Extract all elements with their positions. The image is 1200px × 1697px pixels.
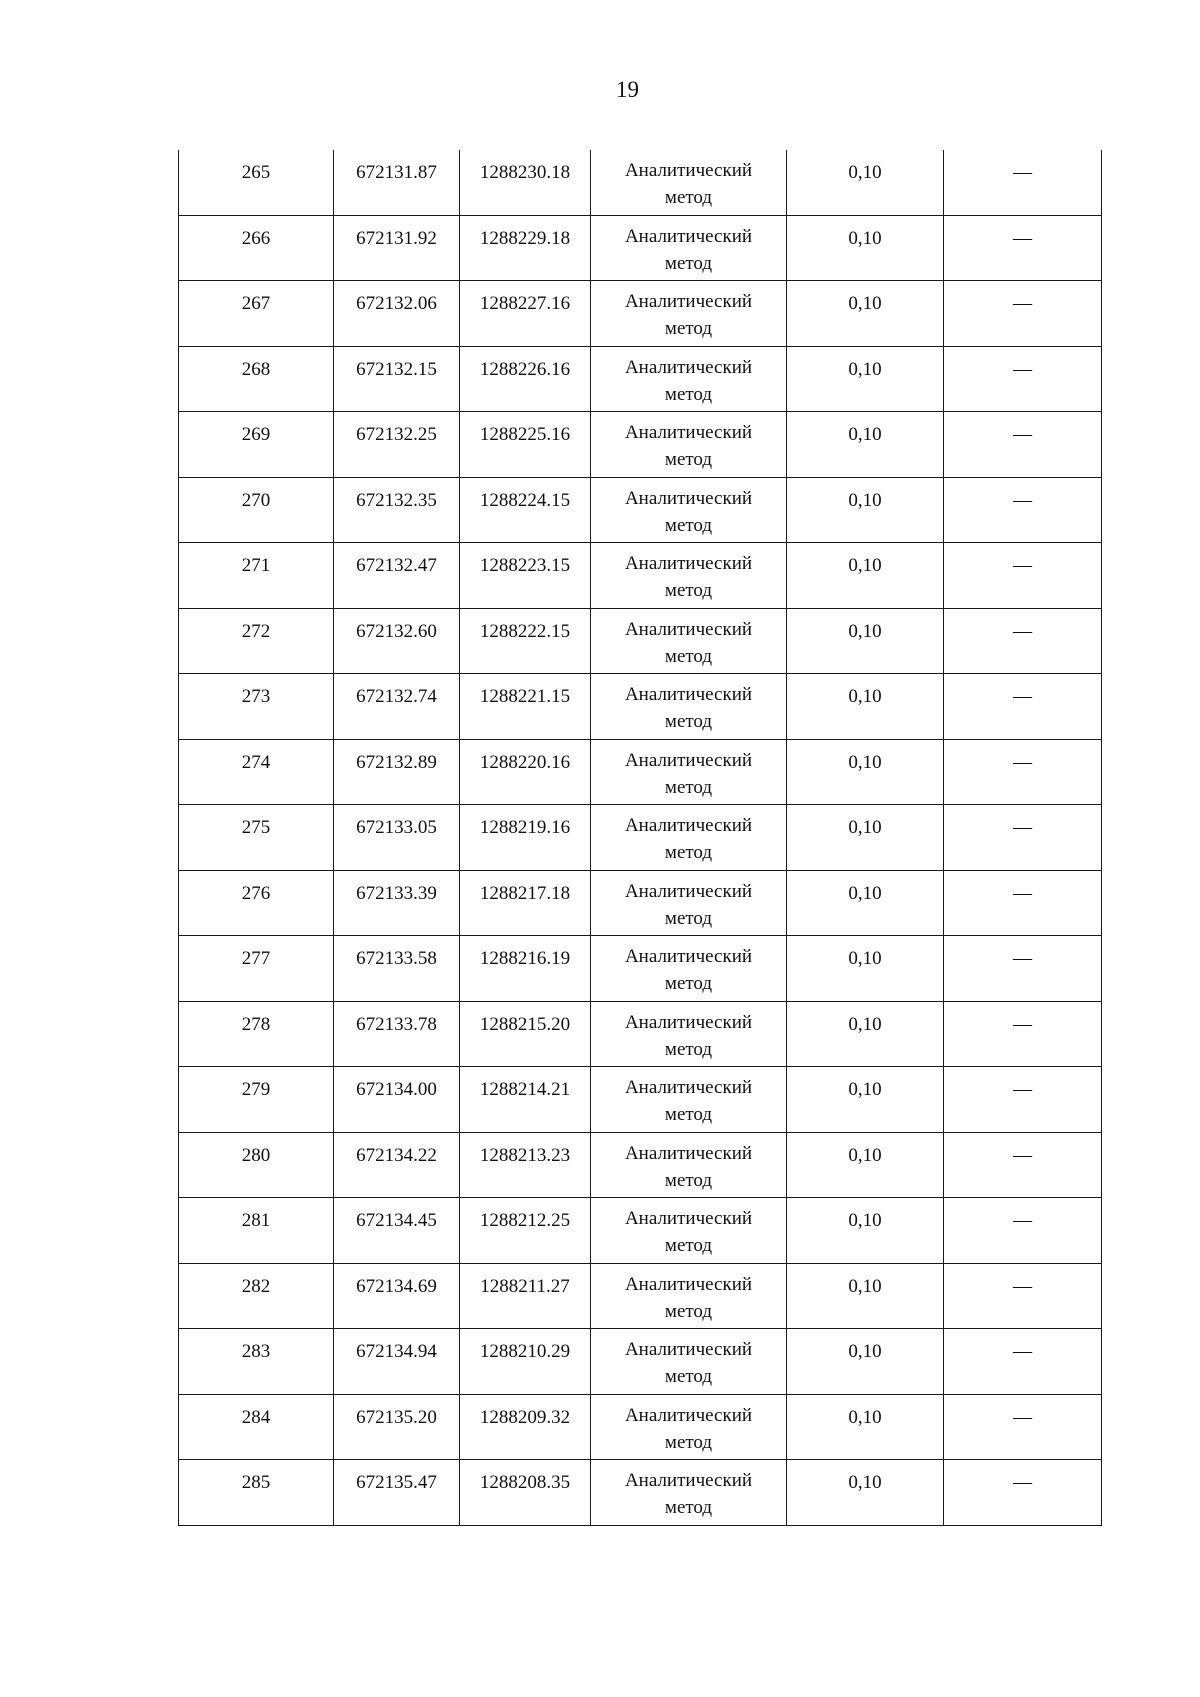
point-number-cell (179, 1460, 334, 1526)
note-dash: — (1013, 227, 1032, 249)
x-coordinate-cell (334, 870, 460, 936)
note-cell (944, 674, 1102, 740)
x-coordinate-cell (334, 477, 460, 543)
method-line: Аналитический (624, 1339, 753, 1360)
x-coordinate-cell-text: 672133.39 (356, 882, 437, 904)
note-cell (944, 1460, 1102, 1526)
accuracy-cell-text: 0,10 (848, 1275, 882, 1297)
x-coordinate-cell-text: 672134.00 (356, 1079, 437, 1100)
note-dash: — (1013, 1013, 1032, 1035)
accuracy-cell (787, 346, 944, 412)
point-number-cell-text: 282 (241, 1275, 271, 1297)
accuracy-cell-text: 0,10 (848, 293, 882, 314)
y-coordinate-cell (460, 477, 591, 543)
method-cell (591, 412, 787, 478)
x-coordinate-cell (334, 215, 460, 281)
x-coordinate-cell-text: 672133.78 (356, 1013, 437, 1035)
point-number-cell-text: 268 (241, 358, 271, 380)
x-coordinate-cell (334, 1394, 460, 1460)
point-number-cell-text: 275 (241, 817, 271, 838)
accuracy-cell (787, 215, 944, 281)
note-dash: — (1013, 1210, 1032, 1231)
x-coordinate-cell-text: 672134.22 (356, 1144, 437, 1166)
table-row (179, 1001, 1102, 1067)
y-coordinate-cell-text: 1288224.15 (479, 489, 571, 511)
method-cell (591, 1198, 787, 1264)
point-number-cell (179, 608, 334, 674)
y-coordinate-cell (460, 150, 591, 215)
accuracy-cell-text: 0,10 (848, 162, 882, 183)
note-cell (944, 870, 1102, 936)
y-coordinate-cell-text: 1288222.15 (479, 620, 571, 642)
x-coordinate-cell-text: 672132.89 (356, 751, 437, 773)
accuracy-cell-text: 0,10 (848, 817, 882, 838)
note-dash: — (1013, 1406, 1032, 1428)
note-cell (944, 1132, 1102, 1198)
y-coordinate-cell-text: 1288208.35 (479, 1472, 571, 1493)
point-number-cell-text: 274 (241, 751, 271, 773)
method-cell (591, 936, 787, 1002)
point-number-cell (179, 1001, 334, 1067)
x-coordinate-cell (334, 412, 460, 478)
method-line: метод (664, 1366, 713, 1387)
x-coordinate-cell (334, 543, 460, 609)
method-cell (591, 1001, 787, 1067)
x-coordinate-cell-text: 672134.69 (356, 1275, 437, 1297)
method-line: Аналитический (624, 487, 753, 509)
method-line: Аналитический (624, 225, 753, 247)
point-number-cell (179, 1329, 334, 1395)
y-coordinate-cell (460, 346, 591, 412)
point-number-cell-text: 271 (241, 555, 271, 576)
accuracy-cell-text: 0,10 (848, 1013, 882, 1035)
accuracy-cell (787, 1263, 944, 1329)
note-dash: — (1013, 686, 1032, 707)
point-number-cell-text: 277 (241, 948, 271, 969)
x-coordinate-cell-text: 672132.06 (356, 293, 437, 314)
method-line: метод (664, 449, 713, 470)
accuracy-cell-text: 0,10 (848, 620, 882, 642)
point-number-cell-text: 284 (241, 1406, 271, 1428)
x-coordinate-cell (334, 1001, 460, 1067)
accuracy-cell-text: 0,10 (848, 1210, 882, 1231)
y-coordinate-cell-text: 1288227.16 (479, 293, 571, 314)
y-coordinate-cell (460, 870, 591, 936)
y-coordinate-cell (460, 1132, 591, 1198)
x-coordinate-cell-text: 672132.47 (356, 555, 437, 576)
x-coordinate-cell (334, 1067, 460, 1133)
x-coordinate-cell (334, 1263, 460, 1329)
y-coordinate-cell-text: 1288230.18 (479, 162, 571, 183)
x-coordinate-cell-text: 672131.87 (356, 162, 437, 183)
method-line: метод (664, 514, 713, 536)
point-number-cell (179, 543, 334, 609)
table-row (179, 281, 1102, 347)
method-cell (591, 1067, 787, 1133)
method-line: Аналитический (624, 815, 753, 836)
method-cell (591, 1394, 787, 1460)
y-coordinate-cell (460, 543, 591, 609)
method-cell (591, 215, 787, 281)
method-cell (591, 346, 787, 412)
table-row (179, 1198, 1102, 1264)
note-dash: — (1013, 424, 1032, 445)
note-cell (944, 215, 1102, 281)
note-dash: — (1013, 162, 1032, 183)
y-coordinate-cell (460, 1001, 591, 1067)
y-coordinate-cell-text: 1288213.23 (479, 1144, 571, 1166)
y-coordinate-cell (460, 1329, 591, 1395)
y-coordinate-cell-text: 1288215.20 (479, 1013, 571, 1035)
table-row (179, 805, 1102, 871)
x-coordinate-cell (334, 1132, 460, 1198)
point-number-cell-text: 265 (241, 162, 271, 183)
method-line: Аналитический (624, 1077, 753, 1098)
note-dash: — (1013, 489, 1032, 511)
method-line: Аналитический (624, 1404, 753, 1426)
table-row (179, 477, 1102, 543)
method-line: метод (664, 1235, 713, 1256)
point-number-cell-text: 272 (241, 620, 271, 642)
accuracy-cell (787, 543, 944, 609)
table-row (179, 1394, 1102, 1460)
x-coordinate-cell-text: 672135.47 (356, 1472, 437, 1493)
accuracy-cell (787, 412, 944, 478)
method-line: метод (664, 580, 713, 601)
method-cell (591, 281, 787, 347)
point-number-cell-text: 267 (241, 293, 271, 314)
y-coordinate-cell-text: 1288214.21 (479, 1079, 571, 1100)
y-coordinate-cell (460, 805, 591, 871)
point-number-cell-text: 283 (241, 1341, 271, 1362)
method-line: метод (664, 318, 713, 339)
note-dash: — (1013, 1144, 1032, 1166)
method-line: метод (664, 711, 713, 732)
note-cell (944, 346, 1102, 412)
accuracy-cell-text: 0,10 (848, 1144, 882, 1166)
accuracy-cell (787, 1394, 944, 1460)
y-coordinate-cell-text: 1288209.32 (479, 1406, 571, 1428)
x-coordinate-cell-text: 672134.45 (356, 1210, 437, 1231)
note-dash: — (1013, 358, 1032, 380)
y-coordinate-cell-text: 1288219.16 (479, 817, 571, 838)
accuracy-cell-text: 0,10 (848, 751, 882, 773)
note-cell (944, 543, 1102, 609)
table-row (179, 1067, 1102, 1133)
accuracy-cell (787, 150, 944, 215)
table-row (179, 870, 1102, 936)
point-number-cell-text: 269 (241, 424, 271, 445)
method-cell (591, 1329, 787, 1395)
method-line: Аналитический (624, 291, 753, 312)
point-number-cell-text: 273 (241, 686, 271, 707)
accuracy-cell (787, 805, 944, 871)
y-coordinate-cell-text: 1288220.16 (479, 751, 571, 773)
y-coordinate-cell (460, 1460, 591, 1526)
table-row (179, 346, 1102, 412)
point-number-cell (179, 805, 334, 871)
method-cell (591, 870, 787, 936)
note-cell (944, 936, 1102, 1002)
point-number-cell (179, 1067, 334, 1133)
method-line: Аналитический (624, 749, 753, 771)
point-number-cell (179, 739, 334, 805)
accuracy-cell (787, 1460, 944, 1526)
note-dash: — (1013, 293, 1032, 314)
y-coordinate-cell-text: 1288217.18 (479, 882, 571, 904)
point-number-cell-text: 276 (241, 882, 271, 904)
method-cell (591, 477, 787, 543)
method-cell (591, 805, 787, 871)
note-cell (944, 739, 1102, 805)
method-cell (591, 1263, 787, 1329)
method-line: Аналитический (624, 1208, 753, 1229)
x-coordinate-cell-text: 672132.74 (356, 686, 437, 707)
method-line: Аналитический (624, 1470, 753, 1491)
x-coordinate-cell-text: 672133.58 (356, 948, 437, 969)
y-coordinate-cell (460, 1198, 591, 1264)
point-number-cell-text: 270 (241, 489, 271, 511)
method-line: Аналитический (624, 553, 753, 574)
point-number-cell (179, 1263, 334, 1329)
accuracy-cell (787, 1132, 944, 1198)
accuracy-cell (787, 936, 944, 1002)
point-number-cell-text: 278 (241, 1013, 271, 1035)
point-number-cell (179, 1394, 334, 1460)
note-dash: — (1013, 555, 1032, 576)
y-coordinate-cell-text: 1288210.29 (479, 1341, 571, 1362)
method-line: Аналитический (624, 1011, 753, 1033)
table-row (179, 936, 1102, 1002)
method-line: Аналитический (624, 684, 753, 705)
method-line: Аналитический (624, 880, 753, 902)
method-line: метод (664, 1300, 713, 1322)
point-number-cell (179, 150, 334, 215)
accuracy-cell-text: 0,10 (848, 1079, 882, 1100)
note-cell (944, 1329, 1102, 1395)
y-coordinate-cell (460, 936, 591, 1002)
note-cell (944, 1067, 1102, 1133)
method-line: метод (664, 1169, 713, 1191)
note-cell (944, 412, 1102, 478)
method-line: метод (664, 1497, 713, 1518)
point-number-cell (179, 215, 334, 281)
method-line: метод (664, 1038, 713, 1060)
x-coordinate-cell (334, 936, 460, 1002)
note-dash: — (1013, 817, 1032, 838)
accuracy-cell (787, 739, 944, 805)
note-cell (944, 281, 1102, 347)
accuracy-cell-text: 0,10 (848, 358, 882, 380)
page-number: 19 (616, 77, 639, 102)
accuracy-cell (787, 674, 944, 740)
method-line: Аналитический (624, 1142, 753, 1164)
table-row (179, 412, 1102, 478)
accuracy-cell (787, 1329, 944, 1395)
y-coordinate-cell (460, 739, 591, 805)
y-coordinate-cell (460, 281, 591, 347)
x-coordinate-cell-text: 672131.92 (356, 227, 437, 249)
table-row (179, 608, 1102, 674)
method-cell (591, 150, 787, 215)
point-number-cell-text: 266 (241, 227, 271, 249)
note-dash: — (1013, 1341, 1032, 1362)
accuracy-cell (787, 608, 944, 674)
table-row (179, 543, 1102, 609)
x-coordinate-cell (334, 281, 460, 347)
accuracy-cell-text: 0,10 (848, 1406, 882, 1428)
accuracy-cell-text: 0,10 (848, 1341, 882, 1362)
accuracy-cell-text: 0,10 (848, 227, 882, 249)
accuracy-cell (787, 281, 944, 347)
note-dash: — (1013, 1472, 1032, 1493)
x-coordinate-cell-text: 672133.05 (356, 817, 437, 838)
coordinates-table (178, 150, 1102, 1526)
accuracy-cell (787, 1067, 944, 1133)
accuracy-cell-text: 0,10 (848, 489, 882, 511)
method-cell (591, 674, 787, 740)
method-line: метод (664, 973, 713, 994)
point-number-cell-text: 285 (241, 1472, 271, 1493)
point-number-cell (179, 1198, 334, 1264)
method-line: метод (664, 776, 713, 798)
method-line: Аналитический (624, 422, 753, 443)
accuracy-cell (787, 1001, 944, 1067)
x-coordinate-cell-text: 672132.25 (356, 424, 437, 445)
y-coordinate-cell-text: 1288216.19 (479, 948, 571, 969)
table-row (179, 1132, 1102, 1198)
y-coordinate-cell-text: 1288225.16 (479, 424, 571, 445)
point-number-cell (179, 936, 334, 1002)
x-coordinate-cell-text: 672132.15 (356, 358, 437, 380)
method-cell (591, 1132, 787, 1198)
note-dash: — (1013, 1275, 1032, 1297)
method-cell (591, 608, 787, 674)
point-number-cell (179, 870, 334, 936)
x-coordinate-cell (334, 150, 460, 215)
y-coordinate-cell-text: 1288212.25 (479, 1210, 571, 1231)
method-line: Аналитический (624, 946, 753, 967)
accuracy-cell-text: 0,10 (848, 882, 882, 904)
x-coordinate-cell (334, 805, 460, 871)
table-row (179, 150, 1102, 215)
y-coordinate-cell (460, 1263, 591, 1329)
table-row (179, 1263, 1102, 1329)
method-line: Аналитический (624, 1273, 753, 1295)
x-coordinate-cell (334, 674, 460, 740)
note-cell (944, 1394, 1102, 1460)
method-line: метод (664, 645, 713, 667)
point-number-cell-text: 280 (241, 1144, 271, 1166)
y-coordinate-cell (460, 1394, 591, 1460)
note-cell (944, 1001, 1102, 1067)
table-row (179, 215, 1102, 281)
method-cell (591, 1460, 787, 1526)
point-number-cell (179, 346, 334, 412)
accuracy-cell-text: 0,10 (848, 555, 882, 576)
method-line: метод (664, 252, 713, 274)
x-coordinate-cell (334, 739, 460, 805)
accuracy-cell-text: 0,10 (848, 1472, 882, 1493)
method-cell (591, 543, 787, 609)
note-cell (944, 150, 1102, 215)
method-line: метод (664, 907, 713, 929)
y-coordinate-cell-text: 1288221.15 (479, 686, 571, 707)
method-line: Аналитический (624, 160, 753, 181)
table-body (179, 150, 1102, 1525)
table-row (179, 1329, 1102, 1395)
point-number-cell (179, 281, 334, 347)
y-coordinate-cell (460, 215, 591, 281)
note-dash: — (1013, 1079, 1032, 1100)
method-line: метод (664, 842, 713, 863)
point-number-cell-text: 281 (241, 1210, 271, 1231)
accuracy-cell (787, 870, 944, 936)
accuracy-cell-text: 0,10 (848, 686, 882, 707)
note-dash: — (1013, 751, 1032, 773)
y-coordinate-cell (460, 608, 591, 674)
point-number-cell (179, 477, 334, 543)
table-row (179, 674, 1102, 740)
note-dash: — (1013, 882, 1032, 904)
accuracy-cell (787, 1198, 944, 1264)
y-coordinate-cell (460, 674, 591, 740)
y-coordinate-cell-text: 1288223.15 (479, 555, 571, 576)
note-dash: — (1013, 620, 1032, 642)
note-cell (944, 1198, 1102, 1264)
table-row (179, 739, 1102, 805)
method-line: метод (664, 1104, 713, 1125)
point-number-cell (179, 674, 334, 740)
method-line: метод (664, 1431, 713, 1453)
x-coordinate-cell-text: 672134.94 (356, 1341, 437, 1362)
method-line: метод (664, 187, 713, 208)
y-coordinate-cell (460, 412, 591, 478)
method-line: метод (664, 383, 713, 405)
note-cell (944, 608, 1102, 674)
point-number-cell (179, 1132, 334, 1198)
y-coordinate-cell (460, 1067, 591, 1133)
note-cell (944, 1263, 1102, 1329)
accuracy-cell-text: 0,10 (848, 424, 882, 445)
x-coordinate-cell-text: 672132.35 (356, 489, 437, 511)
x-coordinate-cell-text: 672135.20 (356, 1406, 437, 1428)
x-coordinate-cell-text: 672132.60 (356, 620, 437, 642)
y-coordinate-cell-text: 1288229.18 (479, 227, 571, 249)
accuracy-cell (787, 477, 944, 543)
method-line: Аналитический (624, 356, 753, 378)
accuracy-cell-text: 0,10 (848, 948, 882, 969)
point-number-cell (179, 412, 334, 478)
note-cell (944, 477, 1102, 543)
note-dash: — (1013, 948, 1032, 969)
x-coordinate-cell (334, 608, 460, 674)
table-row (179, 1460, 1102, 1526)
method-line: Аналитический (624, 618, 753, 640)
x-coordinate-cell (334, 346, 460, 412)
x-coordinate-cell (334, 1329, 460, 1395)
y-coordinate-cell-text: 1288211.27 (480, 1275, 570, 1297)
method-cell (591, 739, 787, 805)
y-coordinate-cell-text: 1288226.16 (479, 358, 571, 380)
x-coordinate-cell (334, 1460, 460, 1526)
note-cell (944, 805, 1102, 871)
point-number-cell-text: 279 (241, 1079, 271, 1100)
x-coordinate-cell (334, 1198, 460, 1264)
